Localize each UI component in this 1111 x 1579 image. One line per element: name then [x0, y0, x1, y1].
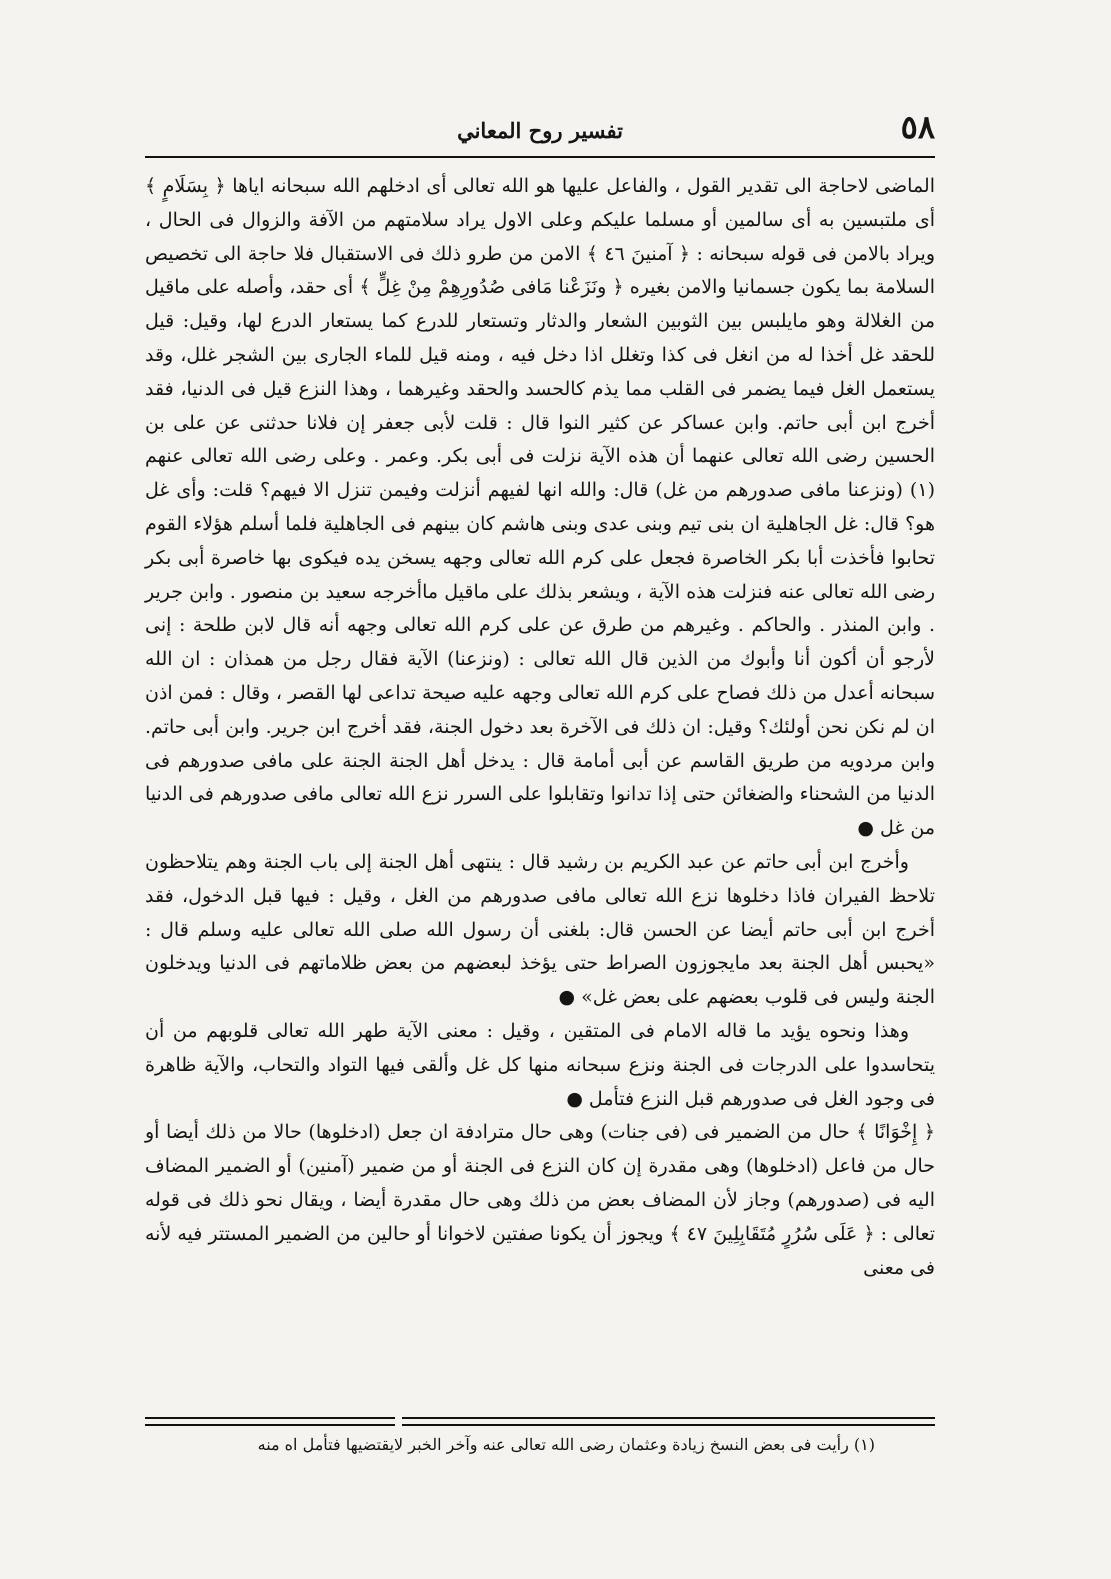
footnote-rule — [145, 1417, 395, 1426]
paragraph: الماضى لاحاجة الى تقدير القول ، والفاعل عليها هو الله تعالى أى ادخلهم الله سبحانه اياها ﴿ بِسَلَامٍ ﴾ أى ملتبسين به أى سالمين أو مسلما عليكم وعلى الاول يراد سلامتهم من الآفة والزوال فى الحال ، ويراد بالامن فى قوله سبحانه : ﴿ آمنينَ ٤٦ ﴾ الامن من طرو ذلك فى الاستقبال فلا حاجة الى تخصيص السلامة بما يكون جسمانيا والامن بغيره ﴿ ونَزَعْنا مَافى صُدُورِهِمْ مِنْ غِلٍّ ﴾ أى حقد، وأصله على ماقيل من الغلالة وهو مايلبس بين الثوبين الشعار والدثار وتستعار للدرع كما يستعار الدرع لها، وقيل: قيل للحقد غل أخذا له من انغل فى كذا وتغلل اذا دخل فيه ، ومنه قيل للماء الجارى بين الشجر غلل، وقد يستعمل الغل فيما يضمر فى القلب مما يذم كالحسد والحقد وغيرهما ، وهذا النزع قيل فى الدنيا، فقد أخرج ابن أبى حاتم. وابن عساكر عن كثير النوا قال : قلت لأبى جعفر إن فلانا حدثنى عن على بن الحسين رضى الله تعالى عنهما أن هذه الآية نزلت فى أبى بكر. وعمر . وعلى رضى الله تعالى عنهم (١) (ونزعنا مافى صدورهم من غل) قال: والله انها لفيهم أنزلت وفيمن تنزل الا فيهم؟ قلت: وأى غل هو؟ قال: غل الجاهلية ان بنى تيم وبنى عدى وبنى هاشم كان بينهم فى الجاهلية فلما أسلم هؤلاء القوم تحابوا فأخذت أبا بكر الخاصرة فجعل على كرم الله تعالى وجهه يسخن يده فيكوى بها خاصرة أبى بكر رضى الله تعالى عنه فنزلت هذه الآية ، ويشعر بذلك على ماقيل ماأخرجه سعيد بن منصور . وابن جرير . وابن المنذر . والحاكم . وغيرهم من طرق عن على كرم الله تعالى وجهه أنه قال لابن طلحة : إنى لأرجو أن أكون أنا وأبوك من الذين قال الله تعالى : (ونزعنا) الآية فقال رجل من همذان : ان الله سبحانه أعدل من ذلك فصاح على كرم الله تعالى وجهه عليه صيحة تداعى لها القصر ، وقال : فمن اذن ان لم نكن نحن أولئك؟ وقيل: ان ذلك فى الآخرة بعد دخول الجنة، فقد أخرج ابن جرير. وابن أبى حاتم. وابن مردويه من طريق القاسم عن أبى أمامة قال : يدخل أهل الجنة الجنة على مافى صدورهم فى الدنيا من الشحناء والضغائن حتى إذا تدانوا وتقابلوا على السرر نزع الله تعالى مافى صدورهم فى الدنيا من غل ● — [145, 175, 936, 840]
paragraph: وهذا ونحوه يؤيد ما قاله الامام فى المتقين ، وقيل : معنى الآية طهر الله تعالى قلوبهم من أن يتحاسدوا على الدرجات فى الجنة ونزع سبحانه منها كل غل وألقى فيها التواد والتحاب، والآية ظاهرة فى وجود الغل فى صدورهم قبل النزع فتأمل ● — [145, 1019, 935, 1110]
header-rule — [145, 156, 935, 158]
running-title: تفسير روح المعاني — [457, 118, 623, 143]
page-number: ٥٨ — [900, 108, 935, 146]
footnote: (١) رأيت فى بعض النسخ زيادة وعثمان رضى الله تعالى عنه وآخر الخبر لايقتضيها فتأمل اه منه — [257, 1435, 875, 1454]
paragraph: ﴿ إِخْوَانًا ﴾ حال من الضمير فى (فى جنات) وهى حال مترادفة ان جعل (ادخلوها) حالا من ذلك أيضا أو حال من فاعل (ادخلوها) وهى مقدرة إن كان النزع فى الجنة أو من ضمير (آمنين) أو الضمير المضاف اليه فى (صدورهم) وجاز لأن المضاف بعض من ذلك وهى حال مقدرة أيضا ، ويقال نحو ذلك فى قوله تعالى : ﴿ عَلَى سُرُرٍ مُتَقَابِلِينَ ٤٧ ﴾ ويجوز أن يكونا صفتين لاخوانا أو حالين من الضمير المستتر فيه لأنه فى معنى — [145, 1121, 935, 1279]
page-header — [145, 106, 935, 154]
paragraph: وأخرج ابن أبى حاتم عن عبد الكريم بن رشيد قال : ينتهى أهل الجنة إلى باب الجنة وهم يتلاحظون تلاحظ الفيران فاذا دخلوها نزع الله تعالى مافى صدورهم من الغل ، وقيل : فيها قبل الدخول، فقد أخرج ابن أبى حاتم أيضا عن الحسن قال: بلغنى أن رسول الله صلى الله تعالى عليه وسلم قال : «يحبس أهل الجنة بعد مايجوزون الصراط حتى يؤخذ لبعضهم من بعض ظلاماتهم فى الدنيا ويدخلون الجنة وليس فى قلوب بعضهم على بعض غل» ● — [145, 850, 935, 1009]
footnote-rule — [402, 1417, 935, 1426]
main-text — [145, 170, 935, 1285]
